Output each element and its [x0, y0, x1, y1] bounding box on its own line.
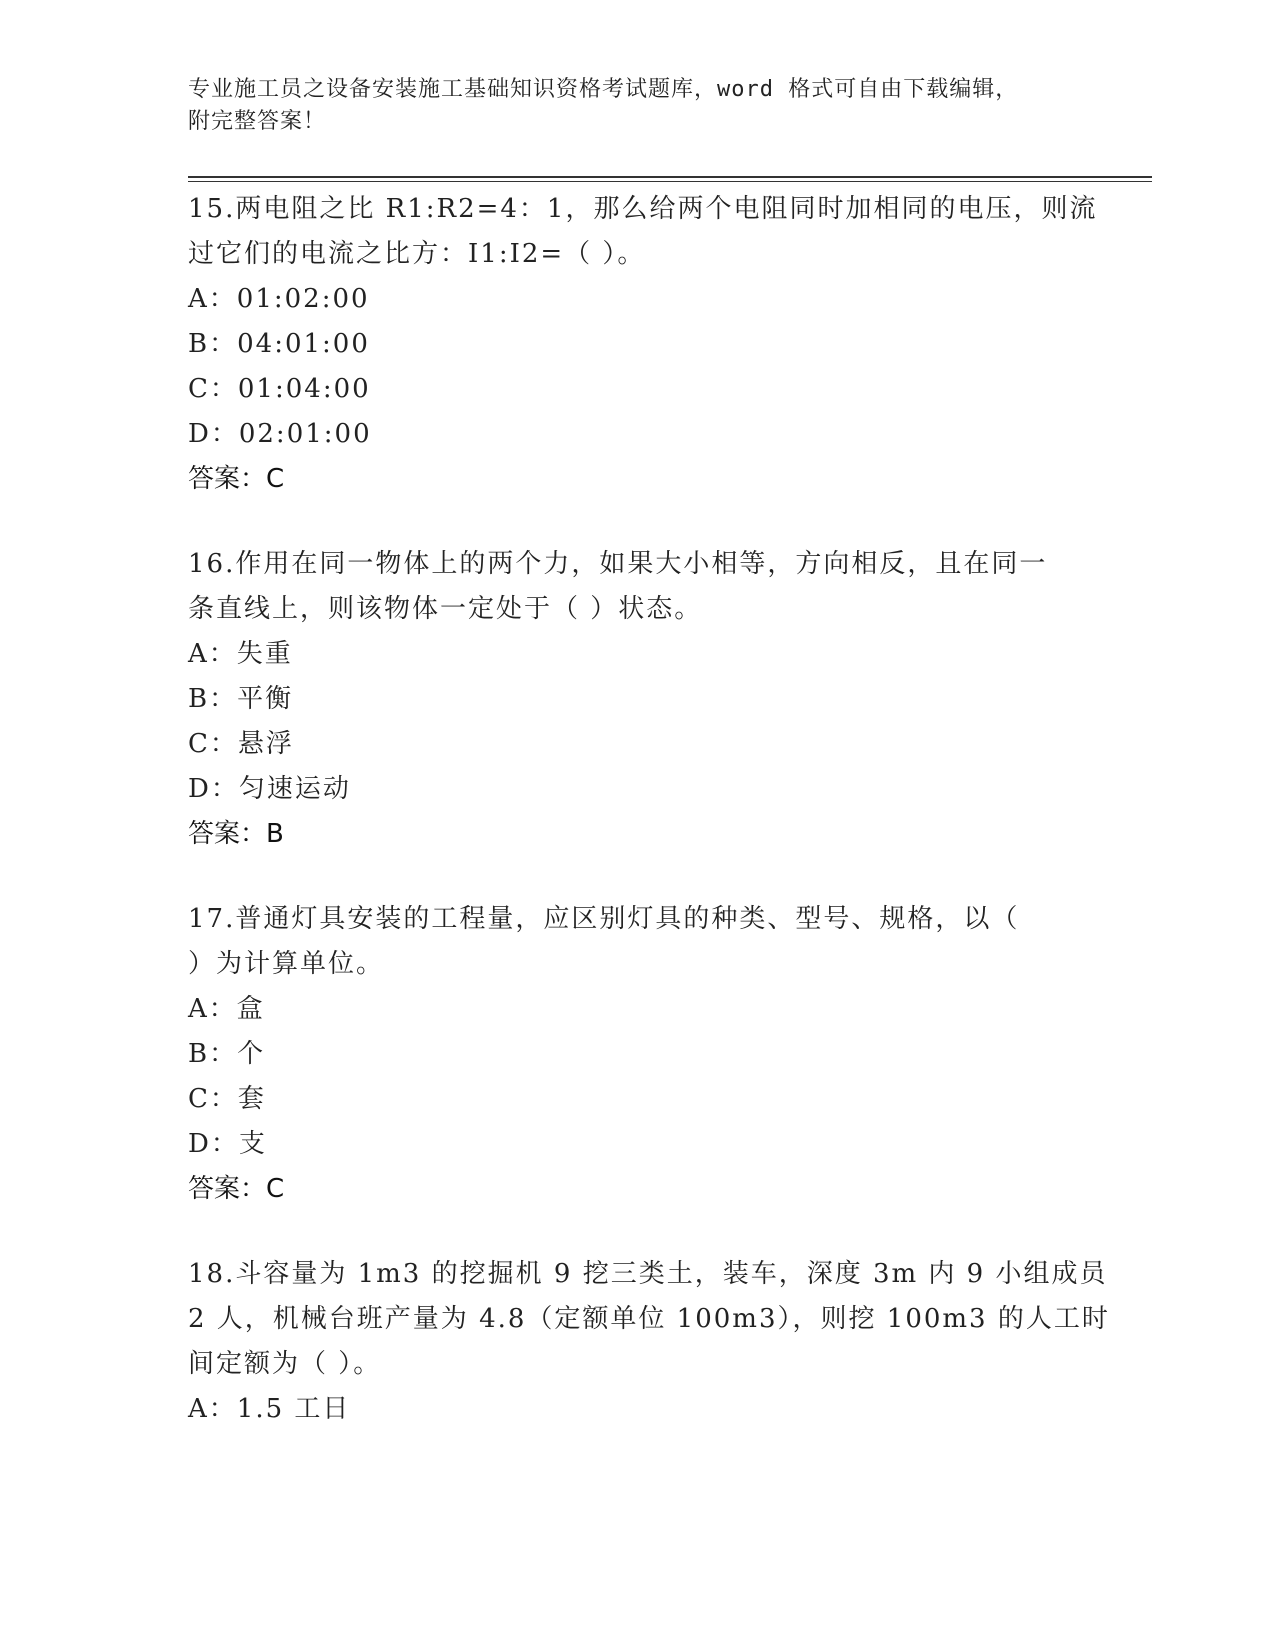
- option-d: D：02:01:00: [188, 419, 372, 449]
- stem-line: 间定额为（ ）。: [188, 1349, 382, 1379]
- option-d: D：支: [188, 1129, 267, 1159]
- question-15: [188, 187, 1098, 502]
- option-a: A：1.5 工日: [188, 1394, 351, 1424]
- option-a: A：失重: [188, 639, 293, 669]
- header-divider-thin: [188, 181, 1152, 182]
- question-17: [188, 897, 1088, 1212]
- question-stem: [188, 187, 1098, 277]
- option-a: A：盒: [188, 994, 265, 1024]
- stem-line: 2 人，机械台班产量为 4.8（定额单位 100m3），则挖 100m3 的人工时: [188, 1304, 1110, 1334]
- option-b: B：平衡: [188, 684, 294, 714]
- option-b: B：04:01:00: [188, 329, 370, 359]
- stem-line: 15.两电阻之比 R1:R2=4：1，那么给两个电阻同时加相同的电压，则流: [188, 194, 1098, 224]
- option-c: C：01:04:00: [188, 374, 371, 404]
- question-stem: [188, 897, 1088, 987]
- stem-line: 18.斗容量为 1m3 的挖掘机 9 挖三类土，装车，深度 3m 内 9 小组成员: [188, 1259, 1108, 1289]
- option-c: C：套: [188, 1084, 266, 1114]
- option-c: C：悬浮: [188, 729, 294, 759]
- answer-line: 答案：C: [188, 464, 285, 494]
- stem-line: ）为计算单位。: [188, 949, 385, 979]
- option-a: A：01:02:00: [188, 284, 370, 314]
- question-18: [188, 1252, 1110, 1432]
- option-d: D：匀速运动: [188, 774, 351, 804]
- question-stem: [188, 1252, 1110, 1387]
- stem-line: 17.普通灯具安装的工程量，应区别灯具的种类、型号、规格，以（: [188, 904, 1020, 934]
- option-b: B：个: [188, 1039, 266, 1069]
- header-line-1: 专业施工员之设备安装施工基础知识资格考试题库，word 格式可自由下载编辑，: [188, 77, 1019, 102]
- header-divider-thick: [188, 176, 1152, 178]
- question-16: [188, 542, 1088, 857]
- header-line-2: 附完整答案！: [188, 109, 327, 134]
- answer-line: 答案：B: [188, 819, 284, 849]
- stem-line: 条直线上，则该物体一定处于（ ）状态。: [188, 594, 703, 624]
- answer-line: 答案：C: [188, 1174, 285, 1204]
- document-header: [188, 74, 1088, 138]
- question-list: [188, 187, 1110, 1472]
- stem-line: 16.作用在同一物体上的两个力，如果大小相等，方向相反，且在同一: [188, 549, 1048, 579]
- stem-line: 过它们的电流之比方：I1:I2=（ ）。: [188, 239, 646, 269]
- question-stem: [188, 542, 1088, 632]
